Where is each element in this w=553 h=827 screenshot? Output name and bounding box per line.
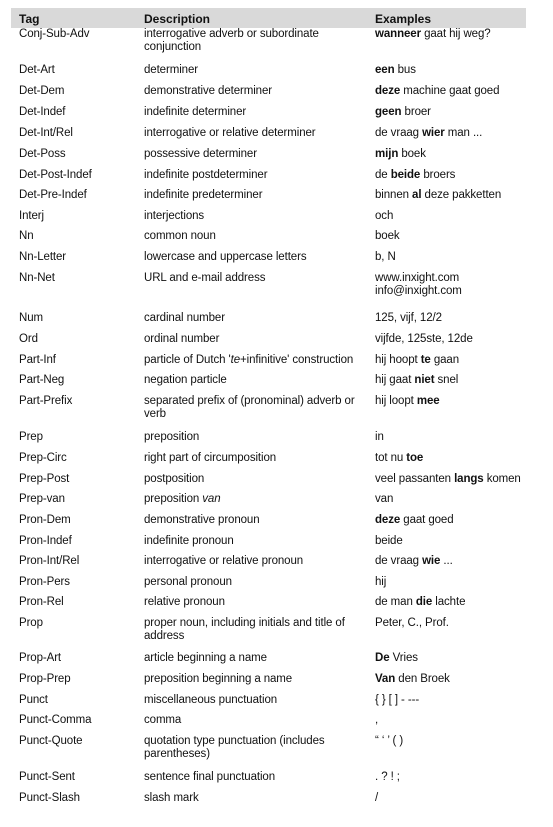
example-highlight: wie <box>422 555 441 567</box>
example-cell <box>367 596 526 617</box>
example-text: / <box>375 792 379 804</box>
description-text: indefinite pronoun <box>144 535 234 547</box>
description-cell <box>136 251 367 272</box>
description-text: negation particle <box>144 374 227 386</box>
example-cell <box>367 85 526 106</box>
tag-cell: Pron-Dem <box>19 514 71 526</box>
example-highlight: mijn <box>375 148 399 160</box>
tag-cell: Pron-Indef <box>19 535 72 547</box>
tag-cell: Det-Art <box>19 64 55 76</box>
table-row <box>11 106 526 127</box>
description-cell <box>136 617 367 652</box>
description-cell <box>136 28 367 64</box>
description-cell <box>136 127 367 148</box>
example-text: de <box>375 169 391 181</box>
example-cell <box>367 555 526 576</box>
description-text: right part of circumposition <box>144 452 277 464</box>
example-cell <box>367 374 526 395</box>
table-row <box>11 395 526 431</box>
description-cell <box>136 493 367 514</box>
tag-cell: Pron-Pers <box>19 576 70 588</box>
example-text: b, N <box>375 251 396 263</box>
example-highlight: wier <box>422 127 445 139</box>
example-cell <box>367 452 526 473</box>
tag-cell: Punct-Sent <box>19 771 75 783</box>
example-cell <box>367 473 526 493</box>
example-text: de vraag <box>375 555 423 567</box>
tag-cell: Det-Poss <box>19 148 66 160</box>
example-cell <box>367 673 526 694</box>
table-row <box>11 28 526 64</box>
description-text: article beginning a name <box>144 652 267 664</box>
description-text: preposition <box>144 493 203 505</box>
description-cell <box>136 555 367 576</box>
description-cell <box>136 514 367 535</box>
tag-cell: Prop-Art <box>19 652 62 664</box>
example-cell <box>367 514 526 535</box>
tag-cell: Punct-Quote <box>19 735 83 747</box>
tag-cell: Pron-Rel <box>19 596 64 608</box>
description-text: indefinite predeterminer <box>144 189 263 201</box>
example-text: in <box>375 431 384 443</box>
table-row <box>11 230 526 251</box>
tag-cell: Nn <box>19 230 34 242</box>
example-highlight: te <box>420 354 431 366</box>
description-cell <box>136 169 367 189</box>
table-row <box>11 127 526 148</box>
description-cell <box>136 85 367 106</box>
table-row <box>11 771 526 792</box>
pos-tag-table <box>11 8 526 813</box>
table-row <box>11 431 526 452</box>
header-description: Description <box>144 11 211 26</box>
table-row <box>11 374 526 395</box>
tag-cell: Punct <box>19 694 48 706</box>
header-tag: Tag <box>19 11 40 26</box>
example-cell <box>367 431 526 452</box>
table-row <box>11 189 526 210</box>
example-text: de man <box>375 596 416 608</box>
example-text: broers <box>420 169 456 181</box>
tag-cell: Num <box>19 312 43 324</box>
example-highlight: toe <box>406 452 424 464</box>
example-text: boek <box>398 148 426 160</box>
example-text: . ? ! ; <box>375 771 400 783</box>
table-row <box>11 473 526 493</box>
table-row <box>11 64 526 85</box>
table-row <box>11 312 526 333</box>
example-highlight: al <box>412 189 422 201</box>
description-text: personal pronoun <box>144 576 232 588</box>
description-text: proper noun, including initials and title of address <box>144 617 345 642</box>
description-text: demonstrative determiner <box>144 85 272 97</box>
tag-cell: Prep-Post <box>19 473 70 485</box>
description-cell <box>136 148 367 169</box>
table-row <box>11 555 526 576</box>
tag-cell: Part-Inf <box>19 354 56 366</box>
table-row <box>11 694 526 714</box>
example-highlight: deze <box>375 85 401 97</box>
table-row <box>11 514 526 535</box>
tag-cell: Nn-Letter <box>19 251 67 263</box>
description-cell <box>136 771 367 792</box>
description-cell <box>136 735 367 771</box>
example-text: “ ‘ ’ ( ) <box>375 735 404 747</box>
description-text: separated prefix of (pronominal) adverb or verb <box>144 395 355 420</box>
description-cell <box>136 596 367 617</box>
description-text: slash mark <box>144 792 199 804</box>
example-cell <box>367 694 526 714</box>
example-text: binnen <box>375 189 413 201</box>
description-text: postposition <box>144 473 205 485</box>
description-cell <box>136 535 367 555</box>
table-row <box>11 596 526 617</box>
example-cell <box>367 106 526 127</box>
description-cell <box>136 694 367 714</box>
description-text: cardinal number <box>144 312 225 324</box>
example-cell <box>367 312 526 333</box>
table-row <box>11 333 526 354</box>
example-cell <box>367 493 526 514</box>
example-text: gaat hij weg? <box>420 28 491 40</box>
example-text: Peter, C., Prof. <box>375 617 449 629</box>
table-row <box>11 792 526 813</box>
tag-cell: Part-Neg <box>19 374 65 386</box>
tag-cell: Nn-Net <box>19 272 55 284</box>
table-row <box>11 652 526 673</box>
description-text: determiner <box>144 64 198 76</box>
tag-cell: Prop <box>19 617 43 629</box>
description-cell <box>136 374 367 395</box>
table-row <box>11 251 526 272</box>
example-text: bus <box>394 64 416 76</box>
tag-cell: Prep <box>19 431 43 443</box>
tag-cell: Det-Pre-Indef <box>19 189 87 201</box>
example-highlight: mee <box>416 395 440 407</box>
example-highlight: langs <box>454 473 484 485</box>
example-highlight: geen <box>375 106 402 118</box>
description-cell <box>136 333 367 354</box>
table-row <box>11 85 526 106</box>
example-text: www.inxight.com <box>375 272 460 284</box>
example-cell <box>367 617 526 652</box>
description-cell <box>136 106 367 127</box>
example-text: info@inxight.com <box>375 285 462 297</box>
example-cell <box>367 792 526 813</box>
example-cell <box>367 148 526 169</box>
example-highlight: beide <box>390 169 421 181</box>
example-cell <box>367 230 526 251</box>
description-cell <box>136 354 367 374</box>
tag-cell: Det-Indef <box>19 106 66 118</box>
tag-cell: Det-Int/Rel <box>19 127 73 139</box>
example-text: hij loopt <box>375 395 417 407</box>
description-text: relative pronoun <box>144 596 225 608</box>
description-text: URL and e-mail address <box>144 272 266 284</box>
table-header-row <box>11 8 526 28</box>
example-text: snel <box>434 374 459 386</box>
example-highlight: niet <box>414 374 435 386</box>
description-cell <box>136 576 367 596</box>
tag-cell: Conj-Sub-Adv <box>19 28 90 40</box>
description-cell <box>136 189 367 210</box>
example-highlight: een <box>375 64 395 76</box>
example-cell <box>367 735 526 771</box>
tag-cell: Punct-Slash <box>19 792 80 804</box>
example-cell <box>367 251 526 272</box>
description-text: preposition beginning a name <box>144 673 293 685</box>
example-text: hij gaat <box>375 374 415 386</box>
example-text: och <box>375 210 394 222</box>
example-text: machine gaat goed <box>400 85 500 97</box>
example-text: 125, vijf, 12/2 <box>375 312 442 324</box>
example-highlight: Van <box>375 673 396 685</box>
example-text: , <box>375 714 379 726</box>
tag-cell: Prep-van <box>19 493 65 505</box>
description-cell <box>136 210 367 230</box>
example-text: Vries <box>389 652 418 664</box>
description-text: lowercase and uppercase letters <box>144 251 307 263</box>
description-text: quotation type punctuation (includes parentheses) <box>144 735 325 760</box>
table-row <box>11 148 526 169</box>
example-cell <box>367 28 526 64</box>
description-text: interrogative or relative pronoun <box>144 555 304 567</box>
example-cell <box>367 333 526 354</box>
description-cell <box>136 395 367 431</box>
example-cell <box>367 169 526 189</box>
example-text: gaan <box>430 354 459 366</box>
example-cell <box>367 535 526 555</box>
example-highlight: De <box>375 652 390 664</box>
table-body <box>11 28 526 813</box>
description-cell <box>136 312 367 333</box>
example-highlight: wanneer <box>375 28 421 40</box>
example-cell <box>367 576 526 596</box>
table-row <box>11 576 526 596</box>
description-text: common noun <box>144 230 216 242</box>
example-cell <box>367 652 526 673</box>
table-row <box>11 169 526 189</box>
description-text: indefinite postdeterminer <box>144 169 268 181</box>
example-cell <box>367 714 526 735</box>
description-cell <box>136 473 367 493</box>
example-cell <box>367 771 526 792</box>
tag-cell: Prop-Prep <box>19 673 71 685</box>
description-text: particle of Dutch ' <box>144 354 231 366</box>
example-cell <box>367 354 526 374</box>
example-text: vijfde, 125ste, 12de <box>375 333 473 345</box>
tag-cell: Prep-Circ <box>19 452 67 464</box>
example-text: deze pakketten <box>421 189 502 201</box>
example-text: ... <box>440 555 453 567</box>
table-row <box>11 714 526 735</box>
description-text: possessive determiner <box>144 148 257 160</box>
example-text: komen <box>483 473 521 485</box>
example-cell <box>367 272 526 312</box>
example-text: de vraag <box>375 127 423 139</box>
description-text: interrogative adverb or subordinate conjunction <box>144 28 319 53</box>
example-text: tot nu <box>375 452 407 464</box>
example-text: { } [ ] - --- <box>375 694 420 706</box>
description-cell <box>136 452 367 473</box>
example-cell <box>367 189 526 210</box>
tag-cell: Pron-Int/Rel <box>19 555 80 567</box>
example-text: den Broek <box>395 673 450 685</box>
description-cell <box>136 792 367 813</box>
example-text: hij hoopt <box>375 354 421 366</box>
description-cell <box>136 652 367 673</box>
description-text: comma <box>144 714 182 726</box>
description-text: sentence final punctuation <box>144 771 276 783</box>
table-row <box>11 272 526 312</box>
description-cell <box>136 64 367 85</box>
table-row <box>11 535 526 555</box>
description-text: indefinite determiner <box>144 106 247 118</box>
table-row <box>11 617 526 652</box>
header-examples: Examples <box>375 11 432 26</box>
description-text: interrogative or relative determiner <box>144 127 316 139</box>
description-cell <box>136 431 367 452</box>
example-cell <box>367 210 526 230</box>
tag-cell: Part-Prefix <box>19 395 73 407</box>
table-row <box>11 735 526 771</box>
description-text: +infinitive' construction <box>240 354 354 366</box>
example-text: beide <box>375 535 403 547</box>
example-text: man ... <box>444 127 483 139</box>
table-row <box>11 673 526 694</box>
tag-cell: Det-Dem <box>19 85 65 97</box>
description-cell <box>136 230 367 251</box>
example-cell <box>367 64 526 85</box>
description-cell <box>136 272 367 312</box>
table-row <box>11 210 526 230</box>
example-text: veel passanten <box>375 473 455 485</box>
description-text: ordinal number <box>144 333 220 345</box>
description-text: interjections <box>144 210 205 222</box>
description-cell <box>136 673 367 694</box>
description-text: demonstrative pronoun <box>144 514 260 526</box>
tag-cell: Punct-Comma <box>19 714 92 726</box>
description-text: te <box>230 354 240 366</box>
tag-cell: Ord <box>19 333 38 345</box>
table-row <box>11 452 526 473</box>
example-text: broer <box>401 106 431 118</box>
example-cell <box>367 395 526 431</box>
description-cell <box>136 714 367 735</box>
table-row <box>11 354 526 374</box>
table-row <box>11 493 526 514</box>
example-cell <box>367 127 526 148</box>
example-text: van <box>375 493 394 505</box>
example-highlight: deze <box>375 514 401 526</box>
description-text: preposition <box>144 431 200 443</box>
example-text: lachte <box>432 596 466 608</box>
example-highlight: die <box>415 596 433 608</box>
example-text: gaat goed <box>400 514 454 526</box>
example-text: boek <box>375 230 400 242</box>
tag-cell: Interj <box>19 210 44 222</box>
description-text: van <box>202 493 221 505</box>
tag-cell: Det-Post-Indef <box>19 169 92 181</box>
description-text: miscellaneous punctuation <box>144 694 278 706</box>
example-text: hij <box>375 576 387 588</box>
